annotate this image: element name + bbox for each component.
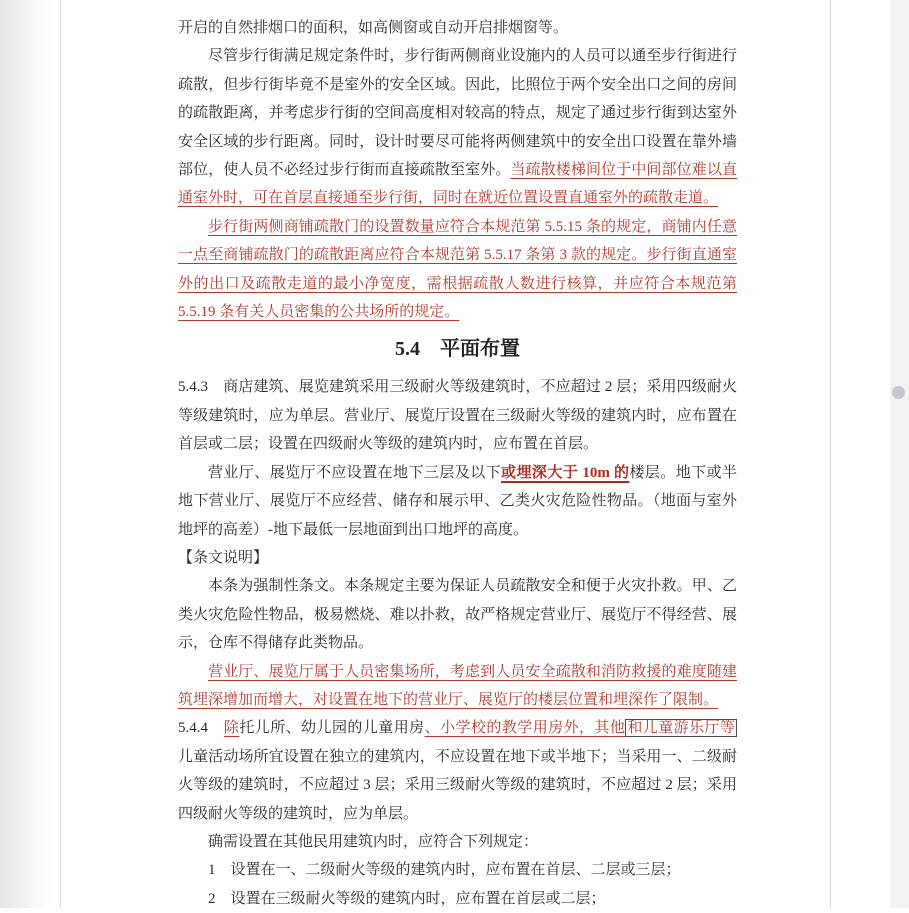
revision-text-run: 、小学校的教学用房外，其他 (424, 720, 626, 737)
paragraph (178, 213, 737, 327)
text-run: 5.4.3 商店建筑、展览建筑采用三级耐火等级建筑时，不应超过 2 层；采用四级耐火等级建筑时，应为单层。营业厅、展览厅设置在三级耐火等级的建筑内时，应布置在首层或二层；设置在四级耐火等级的建筑内时，应布置在首层。 (178, 379, 737, 453)
window-left-shadow (0, 0, 52, 908)
text-run: 本条为强制性条文。本条规定主要为保证人员疏散安全和便于火灾扑救。甲、乙类火灾危险性物品，极易燃烧、难以扑救，故严格规定营业厅、展览厅不得经营、展示，仓库不得储存此类物品。 (178, 578, 737, 652)
paragraph (178, 14, 737, 42)
boxed-text-run: 和儿童游乐厅等 (627, 720, 735, 737)
paragraph (178, 856, 737, 884)
paragraph (178, 714, 737, 828)
paragraph (178, 885, 737, 913)
paragraph (178, 658, 737, 715)
text-run: 尽管步行街满足规定条件时，步行街两侧商业设施内的人员可以通至步行街进行疏散，但步行街毕竟不是室外的安全区域。因此，比照位于两个安全出口之间的房间的疏散距离，并考虑步行街的空间高度相对较高的特点，规定了通过步行街到达室外安全区域的步行距离。同时，设计时要尽可能将两侧建筑中的安全出口设置在靠外墙部位，使人员不必经过步行街而直接疏散至室外。 (178, 48, 737, 179)
revision-text-run: 营业厅、展览厅属于人员密集场所，考虑到人员安全疏散和消防救援的难度随建筑埋深增加而增大，对设置在地下的营业厅、展览厅的楼层位置和埋深作了限制。 (178, 663, 737, 708)
page-left-edge-line (60, 0, 61, 908)
text-run: 儿童活动场所宜设置在独立的建筑内，不应设置在地下或半地下；当采用一、二级耐火等级的建筑时，不应超过 3 层；采用三级耐火等级的建筑时，不应超过 2 层；采用四级耐火等级的建筑时，应为单层。 (178, 748, 737, 822)
revision-text-run: 步行街两侧商铺疏散门的设置数量应符合本规范第 5.5.15 条的规定，商铺内任意一点至商铺疏散门的疏散距离应符合本规范第 5.5.17 条第 3 款的规定。步行街直通室外的出口及疏散走道的最小净宽度，需根据疏散人数进行核算，并应符合本规范第 5.5.19 条有关人员密集的公共场所的规定。 (178, 218, 737, 321)
paragraph (178, 42, 737, 212)
text-run: 营业厅、展览厅不应设置在地下三层及以下 (208, 464, 502, 481)
text-run: 5.4.4 (178, 720, 224, 737)
text-run: 楼层。地下或半地下营业厅、展览厅不应经营、储存和展示甲、乙类火灾危险性物品。（地面与室外地坪的高差）-地下最低一层地面到出口地坪的高度。 (178, 464, 737, 538)
scrollbar-track[interactable] (890, 0, 909, 908)
revision-text-run: 当疏散楼梯间位于中间部位难以直通室外时，可在首层直接通至步行街，同时在就近位置设置直通室外的疏散走道。 (178, 162, 737, 207)
section-heading: 5.4 平面布置 (395, 338, 520, 361)
revision-text-run: 或埋深大于 10m 的 (501, 464, 630, 481)
page-right-edge-line (830, 0, 831, 908)
text-run: 【条文说明】 (178, 549, 269, 566)
scrollbar-thumb[interactable] (892, 386, 905, 399)
paragraph (178, 373, 737, 458)
paragraph (178, 459, 737, 544)
text-run: 托儿所、幼儿园的儿童用房 (239, 720, 425, 737)
text-run: 2 设置在三级耐火等级的建筑内时，应布置在首层或二层； (208, 890, 606, 907)
revision-text-run: 除 (223, 720, 240, 737)
document-page (178, 14, 737, 913)
text-run: 1 设置在一、二级耐火等级的建筑内时，应布置在首层、二层或三层； (208, 862, 681, 879)
text-run: 确需设置在其他民用建筑内时，应符合下列规定： (208, 833, 539, 850)
paragraph (178, 828, 737, 856)
paragraph (178, 572, 737, 657)
text-run: 开启的自然排烟口的面积，如高侧窗或自动开启排烟窗等。 (178, 20, 569, 36)
paragraph (178, 544, 737, 572)
